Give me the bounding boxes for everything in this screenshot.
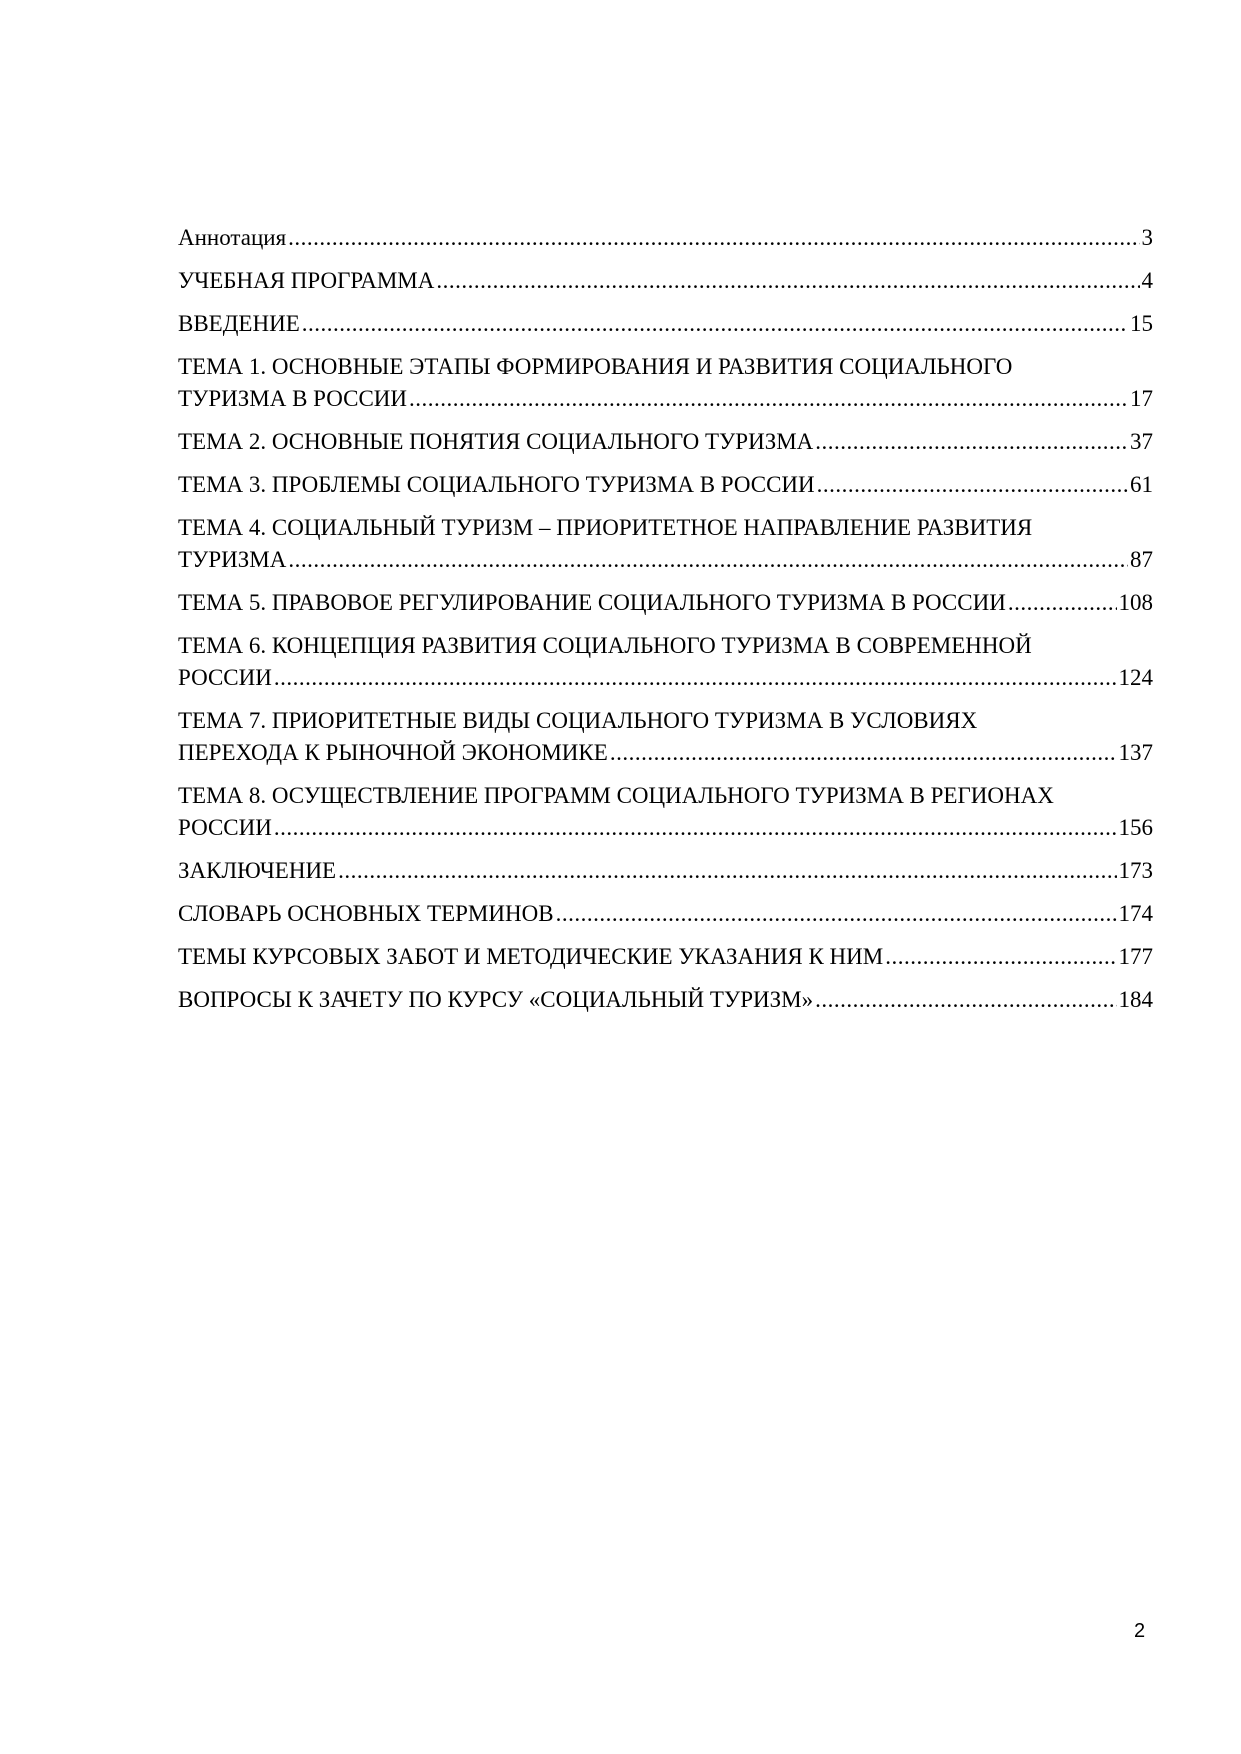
toc-entry[interactable]	[178, 222, 1153, 254]
toc-entry[interactable]	[178, 351, 1153, 415]
toc-entry-title: ТЕМЫ КУРСОВЫХ ЗАБОТ И МЕТОДИЧЕСКИЕ УКАЗАНИЯ К НИМ	[178, 944, 884, 969]
toc-dot-leader	[815, 426, 1128, 458]
toc-entry-title: СЛОВАРЬ ОСНОВНЫХ ТЕРМИНОВ	[178, 901, 554, 926]
toc-entry-page: 3	[1141, 225, 1153, 250]
toc-entry-title: Аннотация	[178, 225, 287, 250]
toc-dot-leader	[288, 222, 1139, 254]
toc-entry-page: 184	[1118, 987, 1153, 1012]
toc-entry-line	[178, 984, 1153, 1016]
toc-entry[interactable]	[178, 265, 1153, 297]
toc-dot-leader	[815, 984, 1116, 1016]
toc-entry-line	[178, 426, 1153, 458]
page-number: 2	[1134, 1620, 1146, 1642]
toc-entry-line	[178, 941, 1153, 973]
table-of-contents	[178, 222, 1153, 1027]
toc-entry-page: 15	[1130, 311, 1153, 336]
toc-dot-leader	[288, 544, 1128, 576]
toc-dot-leader	[274, 812, 1117, 844]
toc-entry[interactable]	[178, 630, 1153, 694]
toc-entry-title-line: ТЕМА 6. КОНЦЕПЦИЯ РАЗВИТИЯ СОЦИАЛЬНОГО ТУРИЗМА В СОВРЕМЕННОЙ	[178, 633, 1032, 658]
toc-entry-line	[178, 587, 1153, 619]
toc-entry-title: ЗАКЛЮЧЕНИЕ	[178, 858, 337, 883]
toc-entry-page: 87	[1130, 547, 1153, 572]
toc-entry-title-line: ТЕМА 7. ПРИОРИТЕТНЫЕ ВИДЫ СОЦИАЛЬНОГО ТУРИЗМА В УСЛОВИЯХ	[178, 708, 978, 733]
toc-dot-leader	[338, 855, 1116, 887]
toc-dot-leader	[274, 662, 1117, 694]
toc-entry-page: 137	[1118, 740, 1153, 765]
toc-dot-leader	[302, 308, 1128, 340]
toc-entry[interactable]	[178, 512, 1153, 576]
toc-entry-title: ТЕМА 2. ОСНОВНЫЕ ПОНЯТИЯ СОЦИАЛЬНОГО ТУРИЗМА	[178, 429, 814, 454]
toc-entry-page: 156	[1118, 815, 1153, 840]
toc-entry[interactable]	[178, 587, 1153, 619]
toc-entry-title: ТЕМА 3. ПРОБЛЕМЫ СОЦИАЛЬНОГО ТУРИЗМА В РОССИИ	[178, 472, 815, 497]
toc-entry-page: 61	[1130, 472, 1153, 497]
toc-entry-line	[178, 812, 1153, 844]
toc-entry-line	[178, 662, 1153, 694]
toc-entry-title: ТЕМА 5. ПРАВОВОЕ РЕГУЛИРОВАНИЕ СОЦИАЛЬНОГО ТУРИЗМА В РОССИИ	[178, 590, 1006, 615]
toc-dot-leader	[556, 898, 1117, 930]
toc-entry[interactable]	[178, 308, 1153, 340]
toc-entry[interactable]	[178, 469, 1153, 501]
toc-entry-title: ВОПРОСЫ К ЗАЧЕТУ ПО КУРСУ «СОЦИАЛЬНЫЙ ТУРИЗМ»	[178, 987, 814, 1012]
toc-dot-leader	[409, 383, 1128, 415]
toc-entry[interactable]	[178, 898, 1153, 930]
toc-entry-line	[178, 383, 1153, 415]
toc-entry-page: 124	[1118, 665, 1153, 690]
toc-entry-page: 4	[1141, 268, 1153, 293]
toc-entry[interactable]	[178, 984, 1153, 1016]
toc-entry-title-line: ТЕМА 4. СОЦИАЛЬНЫЙ ТУРИЗМ – ПРИОРИТЕТНОЕ НАПРАВЛЕНИЕ РАЗВИТИЯ	[178, 515, 1033, 540]
toc-entry[interactable]	[178, 855, 1153, 887]
toc-entry-line	[178, 222, 1153, 254]
toc-entry[interactable]	[178, 780, 1153, 844]
toc-entry-title: ВВЕДЕНИЕ	[178, 311, 300, 336]
toc-entry-title-line: ТЕМА 1. ОСНОВНЫЕ ЭТАПЫ ФОРМИРОВАНИЯ И РАЗВИТИЯ СОЦИАЛЬНОГО	[178, 354, 1013, 379]
toc-entry-page: 17	[1130, 386, 1153, 411]
toc-entry-line	[178, 737, 1153, 769]
toc-dot-leader	[610, 737, 1117, 769]
toc-entry-title: ПЕРЕХОДА К РЫНОЧНОЙ ЭКОНОМИКЕ	[178, 740, 608, 765]
toc-entry-page: 108	[1118, 590, 1153, 615]
toc-entry-line	[178, 265, 1153, 297]
toc-entry-title: РОССИИ	[178, 815, 272, 840]
toc-entry-line	[178, 308, 1153, 340]
toc-dot-leader	[1008, 587, 1117, 619]
toc-entry-page: 174	[1118, 901, 1153, 926]
toc-entry-title-line: ТЕМА 8. ОСУЩЕСТВЛЕНИЕ ПРОГРАММ СОЦИАЛЬНОГО ТУРИЗМА В РЕГИОНАХ	[178, 783, 1054, 808]
toc-entry-line	[178, 544, 1153, 576]
toc-entry-title: УЧЕБНАЯ ПРОГРАММА	[178, 268, 435, 293]
toc-entry-line	[178, 855, 1153, 887]
toc-entry[interactable]	[178, 705, 1153, 769]
toc-dot-leader	[436, 265, 1139, 297]
toc-entry-title: РОССИИ	[178, 665, 272, 690]
toc-entry-title: ТУРИЗМА В РОССИИ	[178, 386, 408, 411]
toc-entry-page: 177	[1118, 944, 1153, 969]
toc-entry-line	[178, 898, 1153, 930]
toc-entry-page: 173	[1118, 858, 1153, 883]
toc-entry[interactable]	[178, 426, 1153, 458]
toc-entry-page: 37	[1130, 429, 1153, 454]
toc-entry-line	[178, 469, 1153, 501]
toc-dot-leader	[817, 469, 1128, 501]
toc-dot-leader	[885, 941, 1116, 973]
toc-entry[interactable]	[178, 941, 1153, 973]
toc-entry-title: ТУРИЗМА	[178, 547, 287, 572]
